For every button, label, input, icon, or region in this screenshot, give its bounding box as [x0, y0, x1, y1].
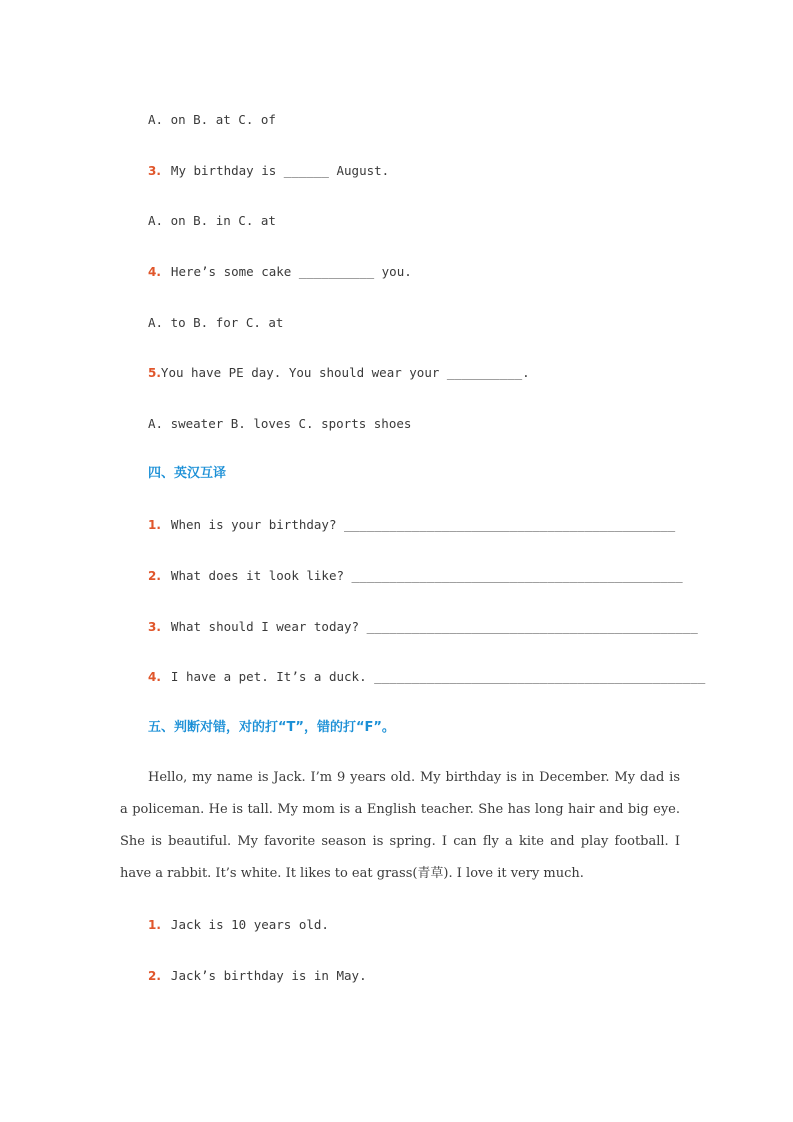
judge-item-2 [148, 968, 367, 984]
translation-item-3 [148, 619, 698, 635]
question-3 [148, 163, 389, 179]
question-5 [148, 365, 530, 381]
translation-item-1 [148, 517, 675, 533]
question-text: When is your birthday? ____________________________________________ [170, 517, 676, 532]
translation-item-2 [148, 568, 683, 584]
judge-item-1 [148, 917, 329, 933]
question-number: 5. [148, 366, 161, 380]
reading-passage: Hello, my name is Jack. I’m 9 years old. My birthday is in December. My dad is a policeman. He is tall. My mom is a English teacher. She has long hair and big eye. She is beautiful. My favorite season is spring. I can fly a kite and play football. I have a rabbit. It’s white. It likes to eat grass(青草). I love it very much. [120, 770, 680, 881]
question-text: Here’s some cake __________ you. [170, 264, 412, 279]
question-text: I have a pet. It’s a duck. ____________________________________________ [170, 669, 706, 684]
q2-options: A. on B. at C. of [148, 112, 276, 127]
section-5-heading: 五、判断对错，对的打“T”，错的打“F”。 [148, 720, 395, 735]
question-number: 1. [148, 518, 161, 532]
q4-options: A. to B. for C. at [148, 315, 284, 330]
question-number: 2. [148, 969, 161, 983]
question-number: 4. [148, 265, 161, 279]
question-4 [148, 264, 412, 280]
question-text: What should I wear today? ____________________________________________ [170, 619, 698, 634]
question-text: My birthday is ______ August. [170, 163, 390, 178]
q5-options: A. sweater B. loves C. sports shoes [148, 416, 412, 431]
question-number: 3. [148, 620, 161, 634]
question-text: What does it look like? ____________________________________________ [170, 568, 683, 583]
question-number: 4. [148, 670, 161, 684]
question-text: Jack’s birthday is in May. [170, 968, 367, 983]
q3-options: A. on B. in C. at [148, 213, 276, 228]
question-number: 2. [148, 569, 161, 583]
question-text: You have PE day. You should wear your __________. [160, 365, 530, 380]
translation-item-4 [148, 669, 705, 685]
section-4-heading: 四、英汉互译 [148, 466, 227, 481]
question-number: 1. [148, 918, 161, 932]
question-text: Jack is 10 years old. [170, 917, 329, 932]
question-number: 3. [148, 164, 161, 178]
